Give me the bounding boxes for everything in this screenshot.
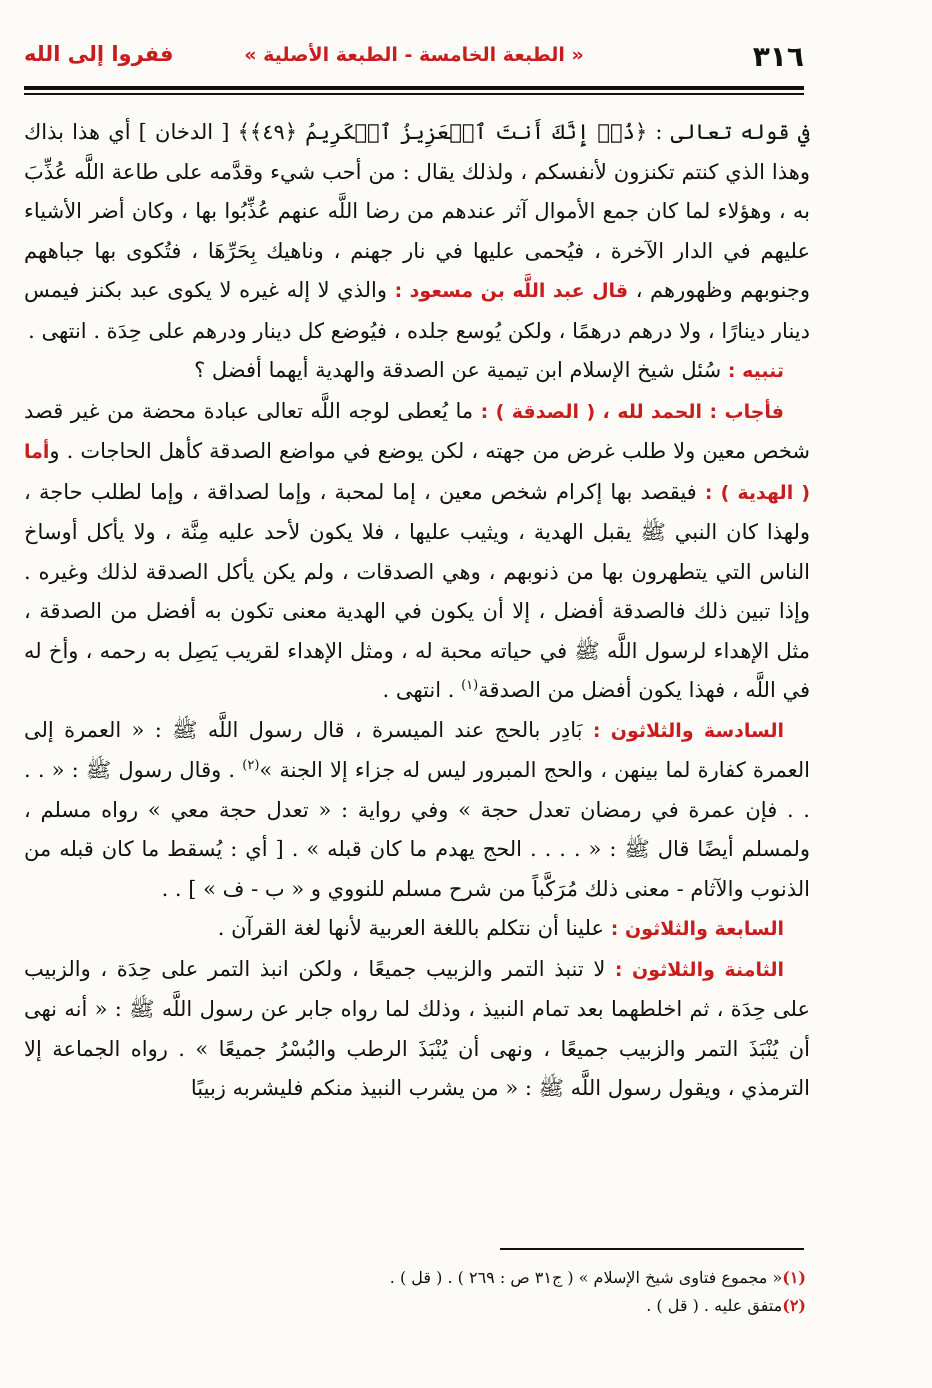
footnote-ref[interactable]: (١) [461,678,479,693]
body-text: علينا أن نتكلم باللغة العربية لأنها لغة القرآن . [217,916,611,940]
paragraph [24,113,810,351]
footnotes [24,1264,806,1320]
footnote-text: متفق عليه . ( قل ) . [646,1296,783,1315]
body-text: لا تنبذ التمر والزبيب جميعًا ، ولكن انبذ التمر على حِدَة ، والزبيب على حِدَة ، ثم اخلطهما بعد تمام النبيذ ، وذلك لما رواه جابر عن رسول اللَّه ﷺ : « أنه نهى أن يُنْبَذَ التمر والزبيب جميعًا ، ونهى أن يُنْبَذَ الرطب والبُسْرُ جميعًا » . رواه الجماعة إلا الترمذي ، ويقول رسول اللَّه ﷺ : « من يشرب النبيذ منكم فليشربه زبيبًا [24,956,810,1100]
body-text: . انتهى . [382,678,462,702]
footnote [24,1292,806,1320]
note-label: تنبيه : [727,360,784,382]
footnote-ref[interactable]: (٢) [242,758,260,773]
header-rule [24,86,804,90]
header-rule-thin [24,93,804,95]
speaker-label: قال عبد اللَّه بن مسعود : [394,280,629,302]
paragraph [24,909,810,950]
footnote [24,1264,806,1292]
body-text: فيقصد بها إكرام شخص معين ، إما لمحبة ، وإما لصداقة ، وإما لطلب حاجة ، ولهذا كان النبي ﷺ يقبل الهدية ، ويثيب عليها ، فلا يكون لأحد عليه مِنَّة ، ولا يأكل أوساخ الناس التي يتطهرون بها من ذنوبهم ، وهي الصدقات ، ولم يكن يأكل الصدقة لذلك وغيره . وإذا تبين ذلك فالصدقة أفضل ، إلا أن يكون في الهدية معنى تكون به أفضل من الصدقة ، مثل الإهداء لرسول اللَّه ﷺ في حياته محبة له ، ومثل الإهداء لقريب يَصِل به رحمه ، وأخ له في اللَّه ، فهذا يكون أفضل من الصدقة [24,479,810,702]
answer-label: فأجاب : الحمد لله ، ( الصدقة ) : [480,400,784,423]
footnote-number: (١) [782,1268,806,1287]
body-text: بَادِر بالحج عند الميسرة ، قال رسول اللَّه ﷺ : « العمرة إلى العمرة كفارة لما بينهن ، والحج المبرور ليس له جزاء إلا الجنة » [24,717,811,782]
page-number: ٣١٦ [752,40,804,73]
section-heading: السادسة والثلاثون : [592,719,784,742]
footnote-number: (٢) [782,1296,806,1315]
edition-label: « الطبعة الخامسة - الطبعة الأصلية » [244,44,584,66]
paragraph [24,711,810,910]
body-text: . وقال رسول ﷺ : « . . . . فإن عمرة في رمضان تعدل حجة » وفي رواية : « تعدل حجة معي » رواه مسلم ، ولمسلم أيضًا قال ﷺ : « . . . . الحج يهدم ما كان قبله » . [ أي : يُسقط ما كان قبله من الذنوب والآثام - معنى ذلك مُرَكَّباً من شرح مسلم للنووي و « ب - ف » ] . . [24,758,810,901]
main-text [24,113,810,1109]
body-text: في قوله تعالى : ﴿ذُقۡ إِنَّكَ أَنتَ ٱلۡعَزِيزُ ٱلۡكَرِيمُ ﴿٤٩﴾﴾ [ الدخان ] أي هذا بذاك وهذا الذي كنتم تكنزون لأنفسكم ، ولذلك يقال : من أحب شيء وقدَّمه على طاعة اللَّه عُذِّبَ به ، وهؤلاء لما كان جمع الأموال آثر عندهم من رضا اللَّه عنهم عُذِّبُوا بها ، وكان أضر الأشياء عليهم في الدار الآخرة ، فيُحمى عليها في نار جهنم ، وناهيك بِحَرِّهَا ، فتُكوى بها جباههم وجنوبهم وظهورهم ، [24,120,811,302]
paragraph [24,392,810,711]
paragraph [24,950,810,1109]
section-heading: الثامنة والثلاثون : [614,958,784,981]
body-text: والذي لا إله غيره لا يكوى عبد بكنز فيمس دينار دينارًا ، ولا درهم درهمًا ، ولكن يُوسع جلده ، فيُوضع كل دينار ودرهم على حِدَة . انتهى . [24,278,810,343]
page-header [24,40,804,86]
footnote-separator [500,1248,804,1250]
book-title: ففروا إلى الله [24,42,174,66]
body-text: سُئل شيخ الإسلام ابن تيمية عن الصدقة والهدية أيهما أفضل ؟ [194,358,728,382]
paragraph [24,351,810,392]
term-label: أما ( الهدية ) : [24,441,810,504]
body-text: ما يُعطى لوجه اللَّه تعالى عبادة محضة من غير قصد شخص معين ولا طلب غرض من جهته ، لكن يوضع في مواضع الصدقة كأهل الحاجات . و [24,398,810,463]
section-heading: السابعة والثلاثون : [610,918,784,940]
footnote-text: « مجموع فتاوى شيخ الإسلام » ( ج٣١ ص : ٢٦٩ ) . ( قل ) . [389,1268,783,1287]
